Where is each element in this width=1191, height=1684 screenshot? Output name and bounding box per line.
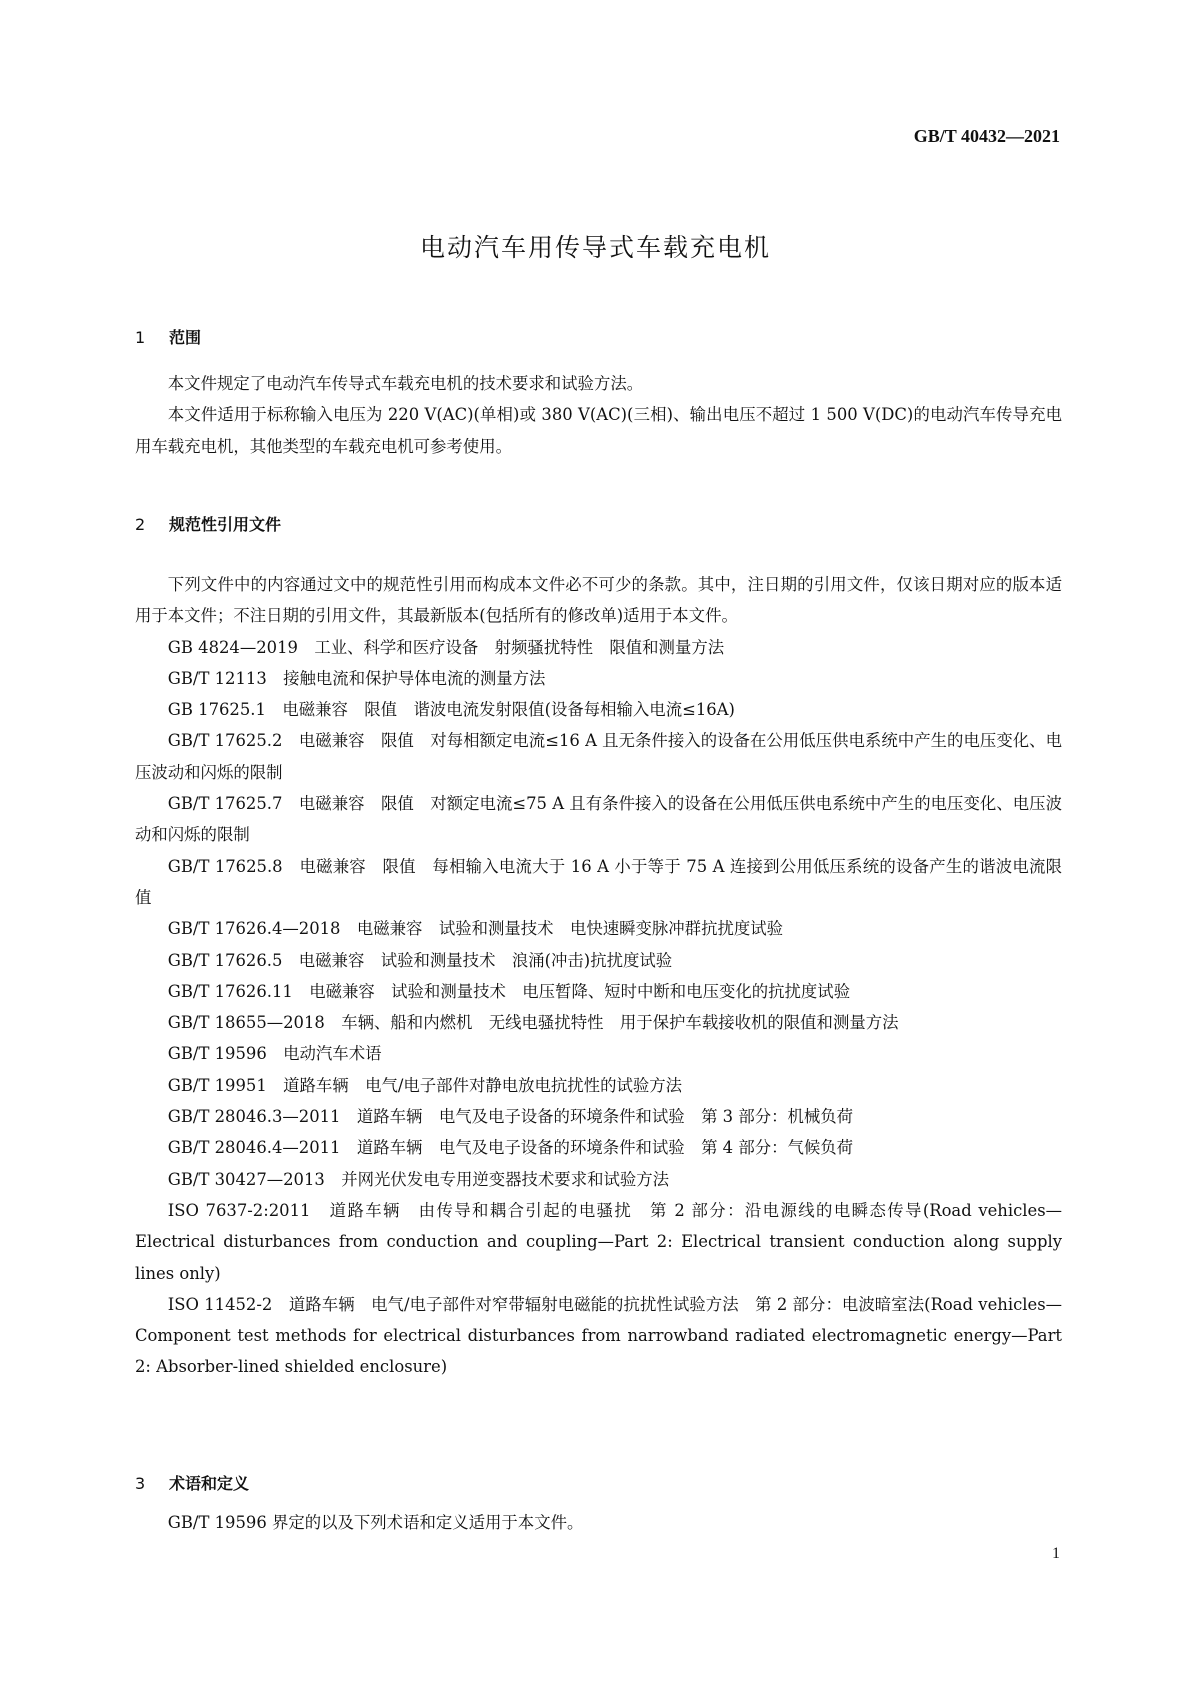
reference-item: GB 4824—2019 工业、科学和医疗设备 射频骚扰特性 限值和测量方法 — [167, 637, 725, 657]
paragraph: GB/T 19596 界定的以及下列术语和定义适用于本文件。 — [167, 1513, 584, 1532]
document-title: 电动汽车用传导式车载充电机 — [419, 233, 771, 262]
page-number: 1 — [1052, 1545, 1060, 1562]
reference-item: GB/T 17625.2 电磁兼容 限值 对每相额定电流≤16 A 且无条件接入的设备在公用低压供电系统中产生的电压变化、电压波动和闪烁的限制 — [135, 731, 1062, 782]
reference-item: GB/T 17625.8 电磁兼容 限值 每相输入电流大于 16 A 小于等于 75 A 连接到公用低压系统的设备产生的谐波电流限值 — [135, 856, 1062, 907]
reference-item: GB/T 28046.4—2011 道路车辆 电气及电子设备的环境条件和试验 第 4 部分：气候负荷 — [167, 1138, 854, 1158]
section-heading-normative-references: 2 规范性引用文件 — [135, 515, 282, 534]
reference-item: GB 17625.1 电磁兼容 限值 谐波电流发射限值(设备每相输入电流≤16A) — [167, 700, 735, 720]
reference-item: GB/T 19596 电动汽车术语 — [167, 1044, 382, 1064]
standard-number: GB/T 40432—2021 — [913, 126, 1060, 146]
paragraph: 本文件规定了电动汽车传导式车载充电机的技术要求和试验方法。 — [167, 374, 644, 393]
reference-item: GB/T 18655—2018 车辆、船和内燃机 无线电骚扰特性 用于保护车载接收机的限值和测量方法 — [167, 1013, 899, 1033]
reference-item: GB/T 17626.4—2018 电磁兼容 试验和测量技术 电快速瞬变脉冲群抗扰度试验 — [167, 919, 784, 939]
section-body-scope — [135, 368, 1062, 462]
reference-item: GB/T 30427—2013 并网光伏发电专用逆变器技术要求和试验方法 — [167, 1169, 670, 1189]
paragraph: 下列文件中的内容通过文中的规范性引用而构成本文件必不可少的条款。其中，注日期的引用文件，仅该日期对应的版本适用于本文件；不注日期的引用文件，其最新版本(包括所有的修改单)适用于本文件。 — [135, 575, 1062, 626]
reference-item: ISO 11452-2 道路车辆 电气/电子部件对窄带辐射电磁能的抗扰性试验方法 第 2 部分：电波暗室法(Road vehicles—Component test methods for electrical disturbances from narrowband radiated electromagnetic energy—Part 2: Absorber-lined shielded enclosure) — [135, 1294, 1062, 1377]
reference-item: GB/T 12113 接触电流和保护导体电流的测量方法 — [167, 668, 546, 688]
section-heading-terms: 3 术语和定义 — [135, 1474, 250, 1493]
section-heading-scope: 1 范围 — [135, 328, 202, 347]
reference-item: GB/T 28046.3—2011 道路车辆 电气及电子设备的环境条件和试验 第 3 部分：机械负荷 — [167, 1107, 854, 1127]
reference-item: ISO 7637-2:2011 道路车辆 由传导和耦合引起的电骚扰 第 2 部分：沿电源线的电瞬态传导(Road vehicles—Electrical disturbances from conduction and coupling—Part 2: Electrical transient conduction along supply lines only) — [135, 1200, 1062, 1283]
paragraph: 本文件适用于标称输入电压为 220 V(AC)(单相)或 380 V(AC)(三相)、输出电压不超过 1 500 V(DC)的电动汽车传导充电用车载充电机，其他类型的车载充电机可参考使用。 — [135, 405, 1062, 456]
reference-item: GB/T 19951 道路车辆 电气/电子部件对静电放电抗扰性的试验方法 — [167, 1075, 683, 1095]
reference-item: GB/T 17626.5 电磁兼容 试验和测量技术 浪涌(冲击)抗扰度试验 — [167, 950, 673, 970]
reference-item: GB/T 17626.11 电磁兼容 试验和测量技术 电压暂降、短时中断和电压变化的抗扰度试验 — [167, 981, 851, 1001]
reference-item: GB/T 17625.7 电磁兼容 限值 对额定电流≤75 A 且有条件接入的设备在公用低压供电系统中产生的电压变化、电压波动和闪烁的限制 — [135, 794, 1062, 845]
section-body-normative-references — [135, 569, 1062, 1383]
section-body-terms — [135, 1507, 1062, 1538]
